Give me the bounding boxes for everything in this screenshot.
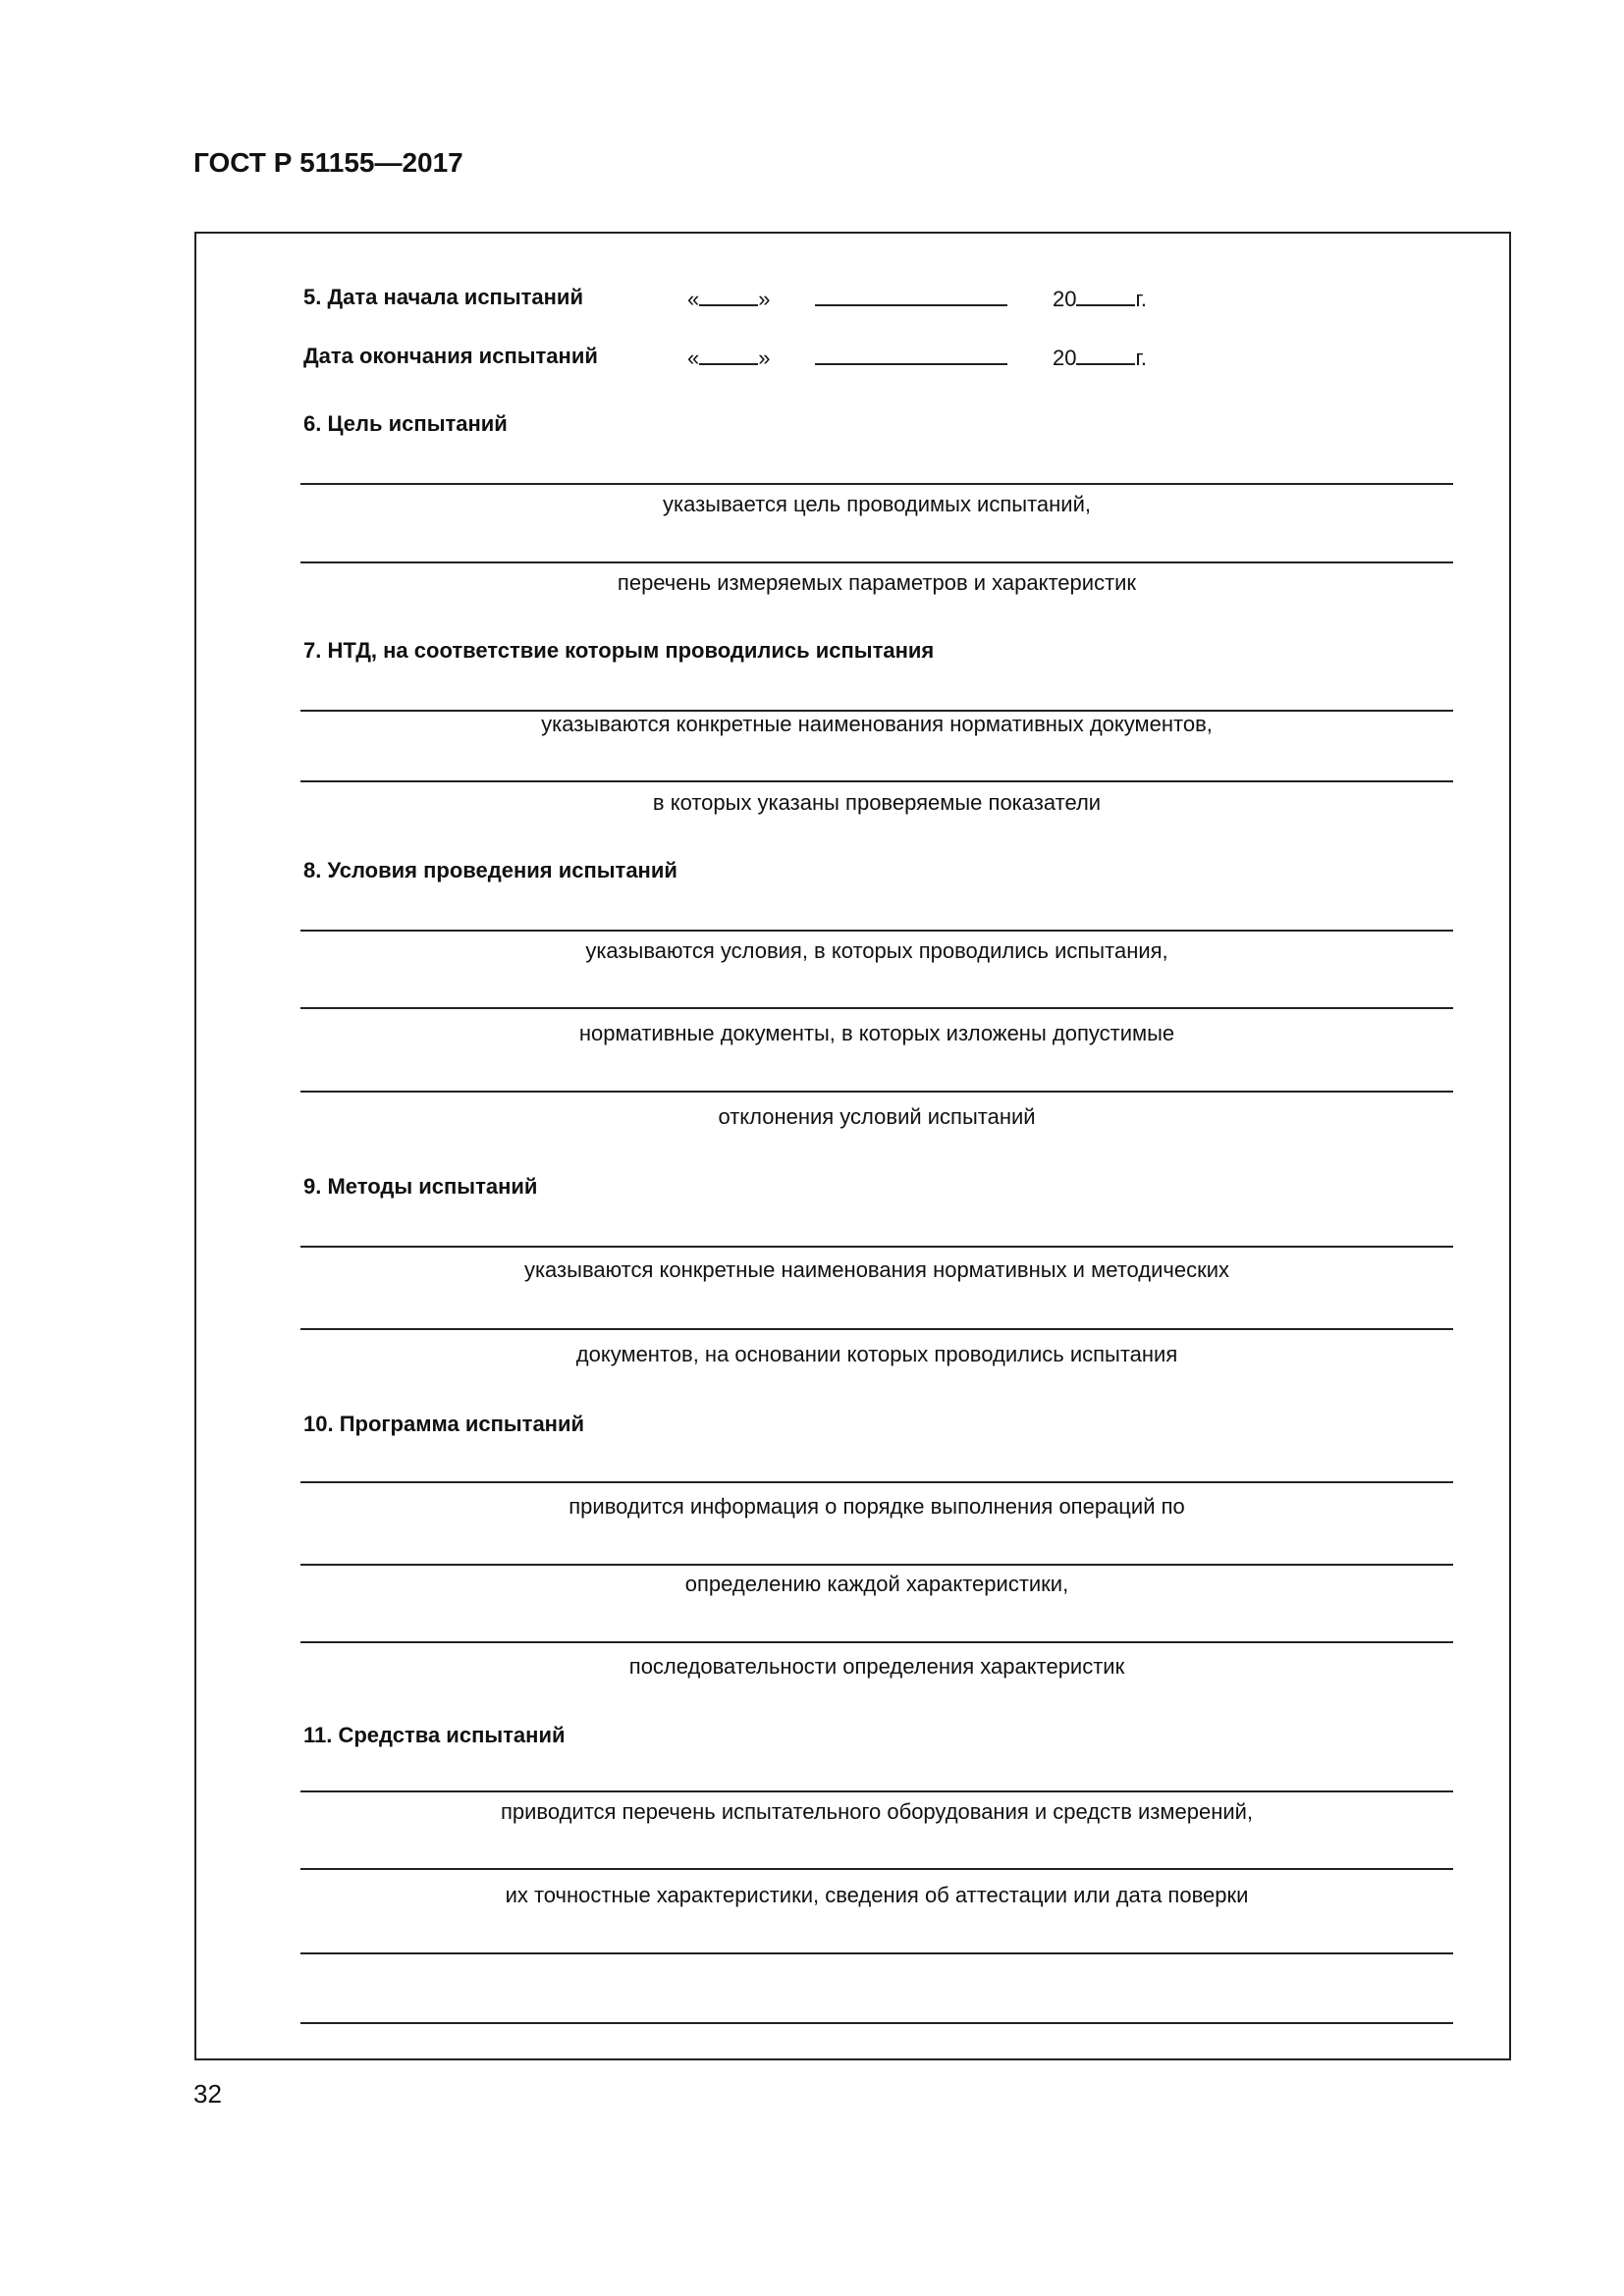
end-month-field[interactable]	[815, 344, 1007, 371]
quote-open: «	[687, 346, 700, 370]
section-11-hint-1: приводится перечень испытательного оборудования и средств измерений,	[500, 1799, 1254, 1824]
section-10-entry-line-1[interactable]	[300, 1481, 1453, 1483]
year-prefix: 20	[1053, 346, 1077, 370]
section-10-hint-3: последовательности определения характеристик	[628, 1654, 1125, 1679]
year-prefix: 20	[1053, 287, 1077, 311]
page-number: 32	[193, 2079, 222, 2109]
section-9-title: 9. Методы испытаний	[303, 1174, 538, 1199]
section-11-hint-2: их точностные характеристики, сведения об аттестации или дата поверки	[505, 1883, 1249, 1907]
start-month-field[interactable]	[815, 285, 1007, 312]
section-11-entry-line-2[interactable]	[300, 1868, 1453, 1870]
section-6-hint-1: указывается цель проводимых испытаний,	[663, 492, 1091, 516]
section-10-entry-line-2[interactable]	[300, 1564, 1453, 1566]
quote-close: »	[758, 287, 771, 311]
start-date-label: 5. Дата начала испытаний	[303, 285, 583, 309]
end-day-field[interactable]	[687, 344, 771, 371]
start-month-blank[interactable]	[815, 285, 1007, 306]
end-year-field[interactable]	[1053, 344, 1147, 371]
section-6-title: 6. Цель испытаний	[303, 411, 508, 436]
section-6-entry-line-2[interactable]	[300, 561, 1453, 563]
section-8-entry-line-2[interactable]	[300, 1007, 1453, 1009]
end-day-blank[interactable]	[699, 344, 758, 365]
section-10-hint-2: определению каждой характеристики,	[684, 1572, 1069, 1596]
start-day-field[interactable]	[687, 285, 771, 312]
section-11-entry-line-4[interactable]	[300, 2022, 1453, 2024]
year-suffix: г.	[1135, 346, 1147, 370]
section-8-entry-line-1[interactable]	[300, 930, 1453, 932]
section-10-title: 10. Программа испытаний	[303, 1412, 585, 1436]
section-8-entry-line-3[interactable]	[300, 1091, 1453, 1093]
section-11-title: 11. Средства испытаний	[303, 1723, 566, 1747]
section-7-hint-2: в которых указаны проверяемые показатели	[652, 790, 1102, 815]
section-9-entry-line-1[interactable]	[300, 1246, 1453, 1248]
section-10-hint-1: приводится информация о порядке выполнения операций по	[568, 1494, 1185, 1519]
year-suffix: г.	[1135, 287, 1147, 311]
start-day-blank[interactable]	[699, 285, 758, 306]
section-8-hint-1: указываются условия, в которых проводились испытания,	[585, 938, 1168, 963]
end-year-blank[interactable]	[1076, 344, 1135, 365]
section-9-hint-2: документов, на основании которых проводились испытания	[575, 1342, 1178, 1366]
section-8-hint-3: отклонения условий испытаний	[718, 1104, 1036, 1129]
start-year-field[interactable]	[1053, 285, 1147, 312]
section-10-entry-line-3[interactable]	[300, 1641, 1453, 1643]
section-7-entry-line-2[interactable]	[300, 780, 1453, 782]
section-6-entry-line-1[interactable]	[300, 483, 1453, 485]
section-8-title: 8. Условия проведения испытаний	[303, 858, 677, 882]
quote-close: »	[758, 346, 771, 370]
section-9-hint-1: указываются конкретные наименования нормативных и методических	[523, 1257, 1230, 1282]
section-8-hint-2: нормативные документы, в которых изложены допустимые	[578, 1021, 1175, 1045]
section-11-entry-line-1[interactable]	[300, 1790, 1453, 1792]
end-month-blank[interactable]	[815, 344, 1007, 365]
section-11-entry-line-3[interactable]	[300, 1952, 1453, 1954]
section-7-hint-1: указываются конкретные наименования нормативных документов,	[541, 712, 1213, 736]
end-date-label: Дата окончания испытаний	[303, 344, 598, 368]
quote-open: «	[687, 287, 700, 311]
start-year-blank[interactable]	[1076, 285, 1135, 306]
section-9-entry-line-2[interactable]	[300, 1328, 1453, 1330]
document-header: ГОСТ Р 51155—2017	[193, 147, 463, 178]
section-6-hint-2: перечень измеряемых параметров и характеристик	[617, 570, 1137, 595]
section-7-title: 7. НТД, на соответствие которым проводились испытания	[303, 638, 935, 663]
